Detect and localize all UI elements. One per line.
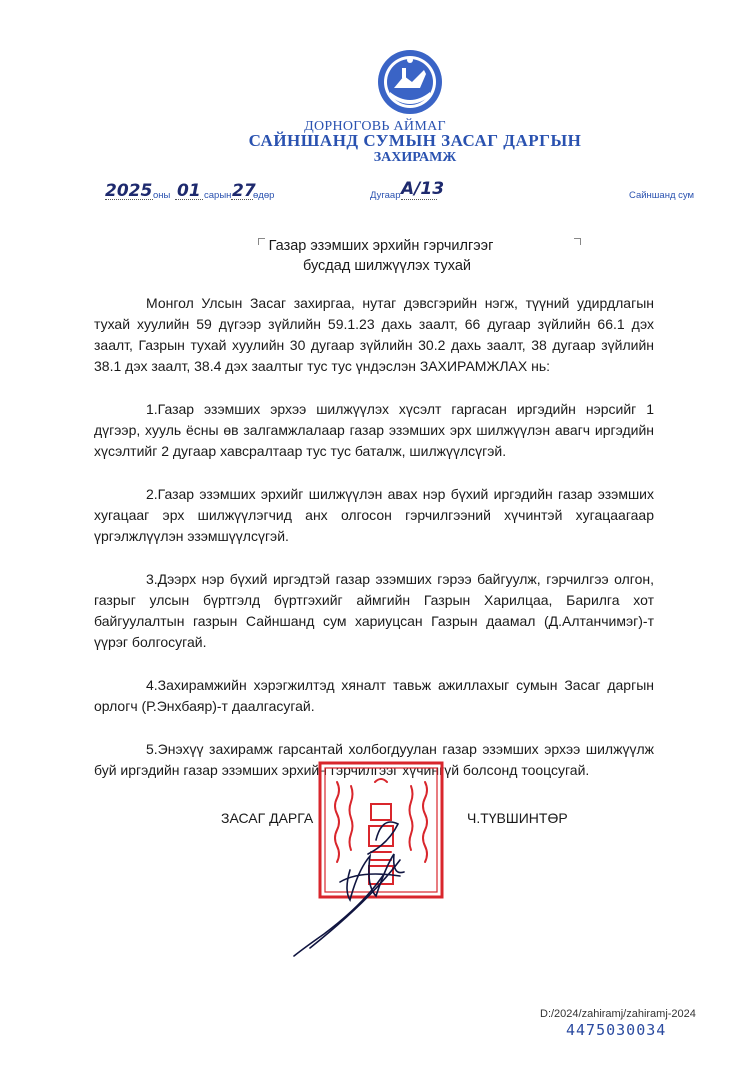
date-number-line <box>105 181 705 205</box>
number-label: Дугаар <box>370 190 401 201</box>
place-name: Сайншанд сум <box>629 190 695 201</box>
subject-line-1: Газар эзэмших эрхийн гэрчилгээг <box>268 238 494 254</box>
year-label: оны <box>153 190 171 201</box>
preamble-paragraph: Монгол Улсын Засаг захиргаа, нутаг дэвсгэрийн нэгж, түүний удирдлагын тухай хуулийн 59 дүгээр зүйлийн 59.1.23 дахь заалт, 66 дугаар зүйлийн 66.1 дэх заалт, Газрын тухай хуулийн 30 дугаар зүйлийн 30.2 дахь заалт, 38 дугаар зүйлийн 38.1 дэх заалт, 38.4 дэх заалтыг тус тус үндэслэн ЗАХИРАМЖЛАХ нь: <box>94 295 654 374</box>
date-day: 27 <box>232 181 256 201</box>
order-item-4: 4.Захирамжийн хэрэгжилтэд хяналт тавьж ажиллахыг сумын Засаг даргын орлогч (Р.Энхбаяр)-т даалгасугай. <box>94 677 654 714</box>
document-body <box>94 293 654 781</box>
order-item-1: 1.Газар эзэмших эрхээ шилжүүлэх хүсэлт гаргасан иргэдийн нэрсийг 1 дүгээр, хууль ёсны өв залгамжлалаар газар эзэмших эрх шилжүүлэн авагч иргэдийн хүсэлтийг 2 дугаар хавсралтаар тус тус баталж, шилжүүлсүгэй. <box>94 401 654 459</box>
document-type: ЗАХИРАМЖ <box>373 150 457 165</box>
province-name: ДОРНОГОВЬ АЙМАГ <box>304 119 446 134</box>
month-label: сарын <box>204 190 232 201</box>
subject-line-2: бусдад шилжүүлэх тухай <box>302 258 471 274</box>
handwritten-signature <box>280 790 430 960</box>
signatory-name: Ч.ТҮВШИНТӨР <box>467 810 568 826</box>
order-item-3: 3.Дээрх нэр бүхий иргэдтэй газар эзэмших гэрээ байгуулж, гэрчилгээ олгон, газрыг улсын бүртгэлд бүртгэхийг аймгийн Газрын Харилцаа, Барилга хот байгуулалтын газрын Сайншанд сум хариуцсан Газрын даамал (Д.Алтанчимэг)-т үүрэг болгосугай. <box>94 571 654 650</box>
order-item-5: 5.Энэхүү захирамж гарсантай холбогдуулан газар эзэмших эрхээ шилжүүлж буй иргэдийн газар эзэмших эрхийн гэрчилгээг хүчингүй болсонд тооцсугай. <box>94 741 654 778</box>
state-emblem-icon <box>376 48 444 116</box>
day-label: өдөр <box>253 190 275 201</box>
document-number: А/13 <box>401 179 445 199</box>
document-subject <box>0 236 750 276</box>
issuing-office: САЙНШАНД СУМЫН ЗАСАГ ДАРГЫН <box>248 131 582 150</box>
date-year: 2025 <box>105 181 153 201</box>
date-month: 01 <box>177 181 201 201</box>
file-path: D:/2024/zahiramj/zahiramj-2024 <box>540 1008 696 1020</box>
order-item-2: 2.Газар эзэмших эрхийг шилжүүлэн авах нэр бүхий иргэдийн газар эзэмших хугацааг эрх шилжүүлэгчид анх олгосон гэрчилгээний хүчинтэй хугацаагаар үргэлжлүүлэн эзэмшүүлсүгэй. <box>94 486 654 544</box>
serial-number: 4475030034 <box>566 1021 667 1039</box>
signatory-title: ЗАСАГ ДАРГА <box>221 810 314 826</box>
